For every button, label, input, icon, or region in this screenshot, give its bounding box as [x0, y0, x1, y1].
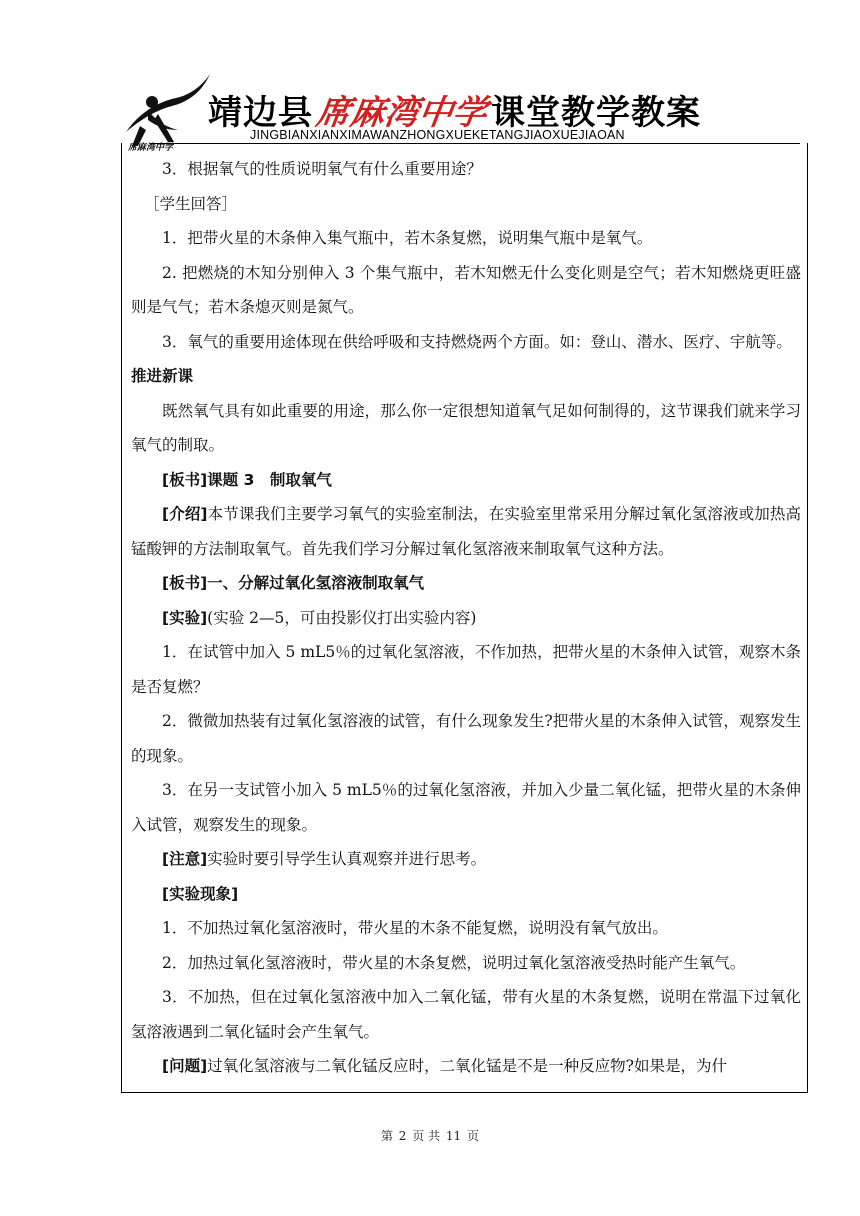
- footer-middle: 页 共: [412, 1129, 441, 1143]
- lesson-content: [131, 152, 801, 1084]
- intro-tag: [介绍]: [162, 505, 208, 523]
- title-county: 靖边县: [208, 92, 313, 133]
- footer-prefix: 第: [380, 1129, 393, 1143]
- title-school-name: 席麻湾中学: [313, 92, 490, 133]
- introduction: [131, 497, 801, 566]
- note-text: 实验时要引导学生认真观察并进行思考。: [207, 850, 487, 868]
- phenomenon-1: 1．不加热过氧化氢溶液时，带火星的木条不能复燃，说明没有氧气放出。: [162, 919, 668, 937]
- new-lesson-heading: 推进新课: [131, 367, 194, 385]
- page-header: [0, 0, 860, 153]
- total-pages: 11: [445, 1129, 462, 1143]
- board-text: 课题 3 制取氧气: [207, 470, 332, 489]
- experiment-step-2: 2．微微加热装有过氧化氢溶液的试管，有什么现象发生?把带火星的木条伸入试管，观察发生的现象。: [131, 712, 801, 765]
- page-number: 2: [398, 1129, 407, 1143]
- logo-caption: 席麻湾中学: [128, 143, 174, 153]
- answer-3: 3．氧气的重要用途体现在供给呼吸和支持燃烧两个方面。如：登山、潜水、医疗、宇航等。: [162, 332, 792, 351]
- experiment-tag: [实验]: [162, 608, 208, 627]
- question-text: 过氧化氢溶液与二氧化锰反应时，二氧化锰是不是一种反应物?如果是，为什: [207, 1057, 727, 1075]
- experiment-step-1: 1．在试管中加入 5 mL5％的过氧化氢溶液，不作加热，把带火星的木条伸入试管，观察木条是否复燃？: [131, 643, 801, 696]
- answer-2: 2. 把燃烧的木知分别伸入 3 个集气瓶中，若木知燃无什么变化则是空气；若木知燃烧更旺盛则是气气；若木条熄灭则是氮气。: [131, 263, 801, 316]
- experiment-step-3: 3．在另一支试管小加入 5 mL5％的过氧化氢溶液，并加入少量二氧化锰，把带火星的木条伸入试管，观察发生的现象。: [131, 781, 801, 834]
- answer-1: 1．把带火星的木条伸入集气瓶中，若木条复燃，说明集气瓶中是氧气。: [162, 229, 653, 247]
- question-tag: [问题]: [162, 1057, 208, 1075]
- note: [131, 842, 801, 877]
- header-pinyin: JINGBIANXIANXIMAWANZHONGXUEKETANGJIAOXUEJIAOAN: [250, 128, 625, 142]
- student-answer-heading: ［学生回答］: [144, 194, 238, 213]
- title-doc-type: 课堂教学教案: [491, 92, 701, 133]
- note-tag: [注意]: [162, 850, 208, 868]
- footer-suffix: 页: [467, 1129, 480, 1143]
- intro-text: 本节课我们主要学习氧气的实验室制法，在实验室里常采用分解过氧化氢溶液或加热高锰酸钾的方法制取氧气。首先我们学习分解过氧化氢溶液来制取氧气这种方法。: [131, 505, 801, 558]
- phenomenon-heading: [实验现象]: [162, 884, 239, 903]
- experiment-text: (实验 2—5，可由投影仪打出实验内容): [207, 608, 477, 627]
- phenomenon-3: 3．不加热，但在过氧化氢溶液中加入二氧化锰，带有火星的木条复燃，说明在常温下过氧化氢溶液遇到二氧化锰时会产生氧气。: [131, 988, 801, 1041]
- header-title: [208, 84, 701, 134]
- question-3: 3．根据氧气的性质说明氧气有什么重要用途？: [162, 160, 482, 178]
- board-note-2: [131, 566, 801, 601]
- board-text: 一、分解过氧化氢溶液制取氧气: [207, 574, 425, 592]
- board-note-1: [131, 463, 801, 498]
- intro-paragraph: 既然氧气具有如此重要的用途，那么你一定很想知道氧气足如何制得的，这节课我们就来学习氧气的制取。: [131, 401, 801, 454]
- question: [131, 1049, 801, 1084]
- board-tag: [板书]: [162, 574, 208, 592]
- board-tag: [板书]: [162, 470, 208, 489]
- page-footer: [0, 1127, 860, 1144]
- phenomenon-2: 2．加热过氧化氢溶液时，带火星的木条复燃，说明过氧化氢溶液受热时能产生氧气。: [162, 953, 746, 972]
- experiment-heading: [131, 601, 801, 636]
